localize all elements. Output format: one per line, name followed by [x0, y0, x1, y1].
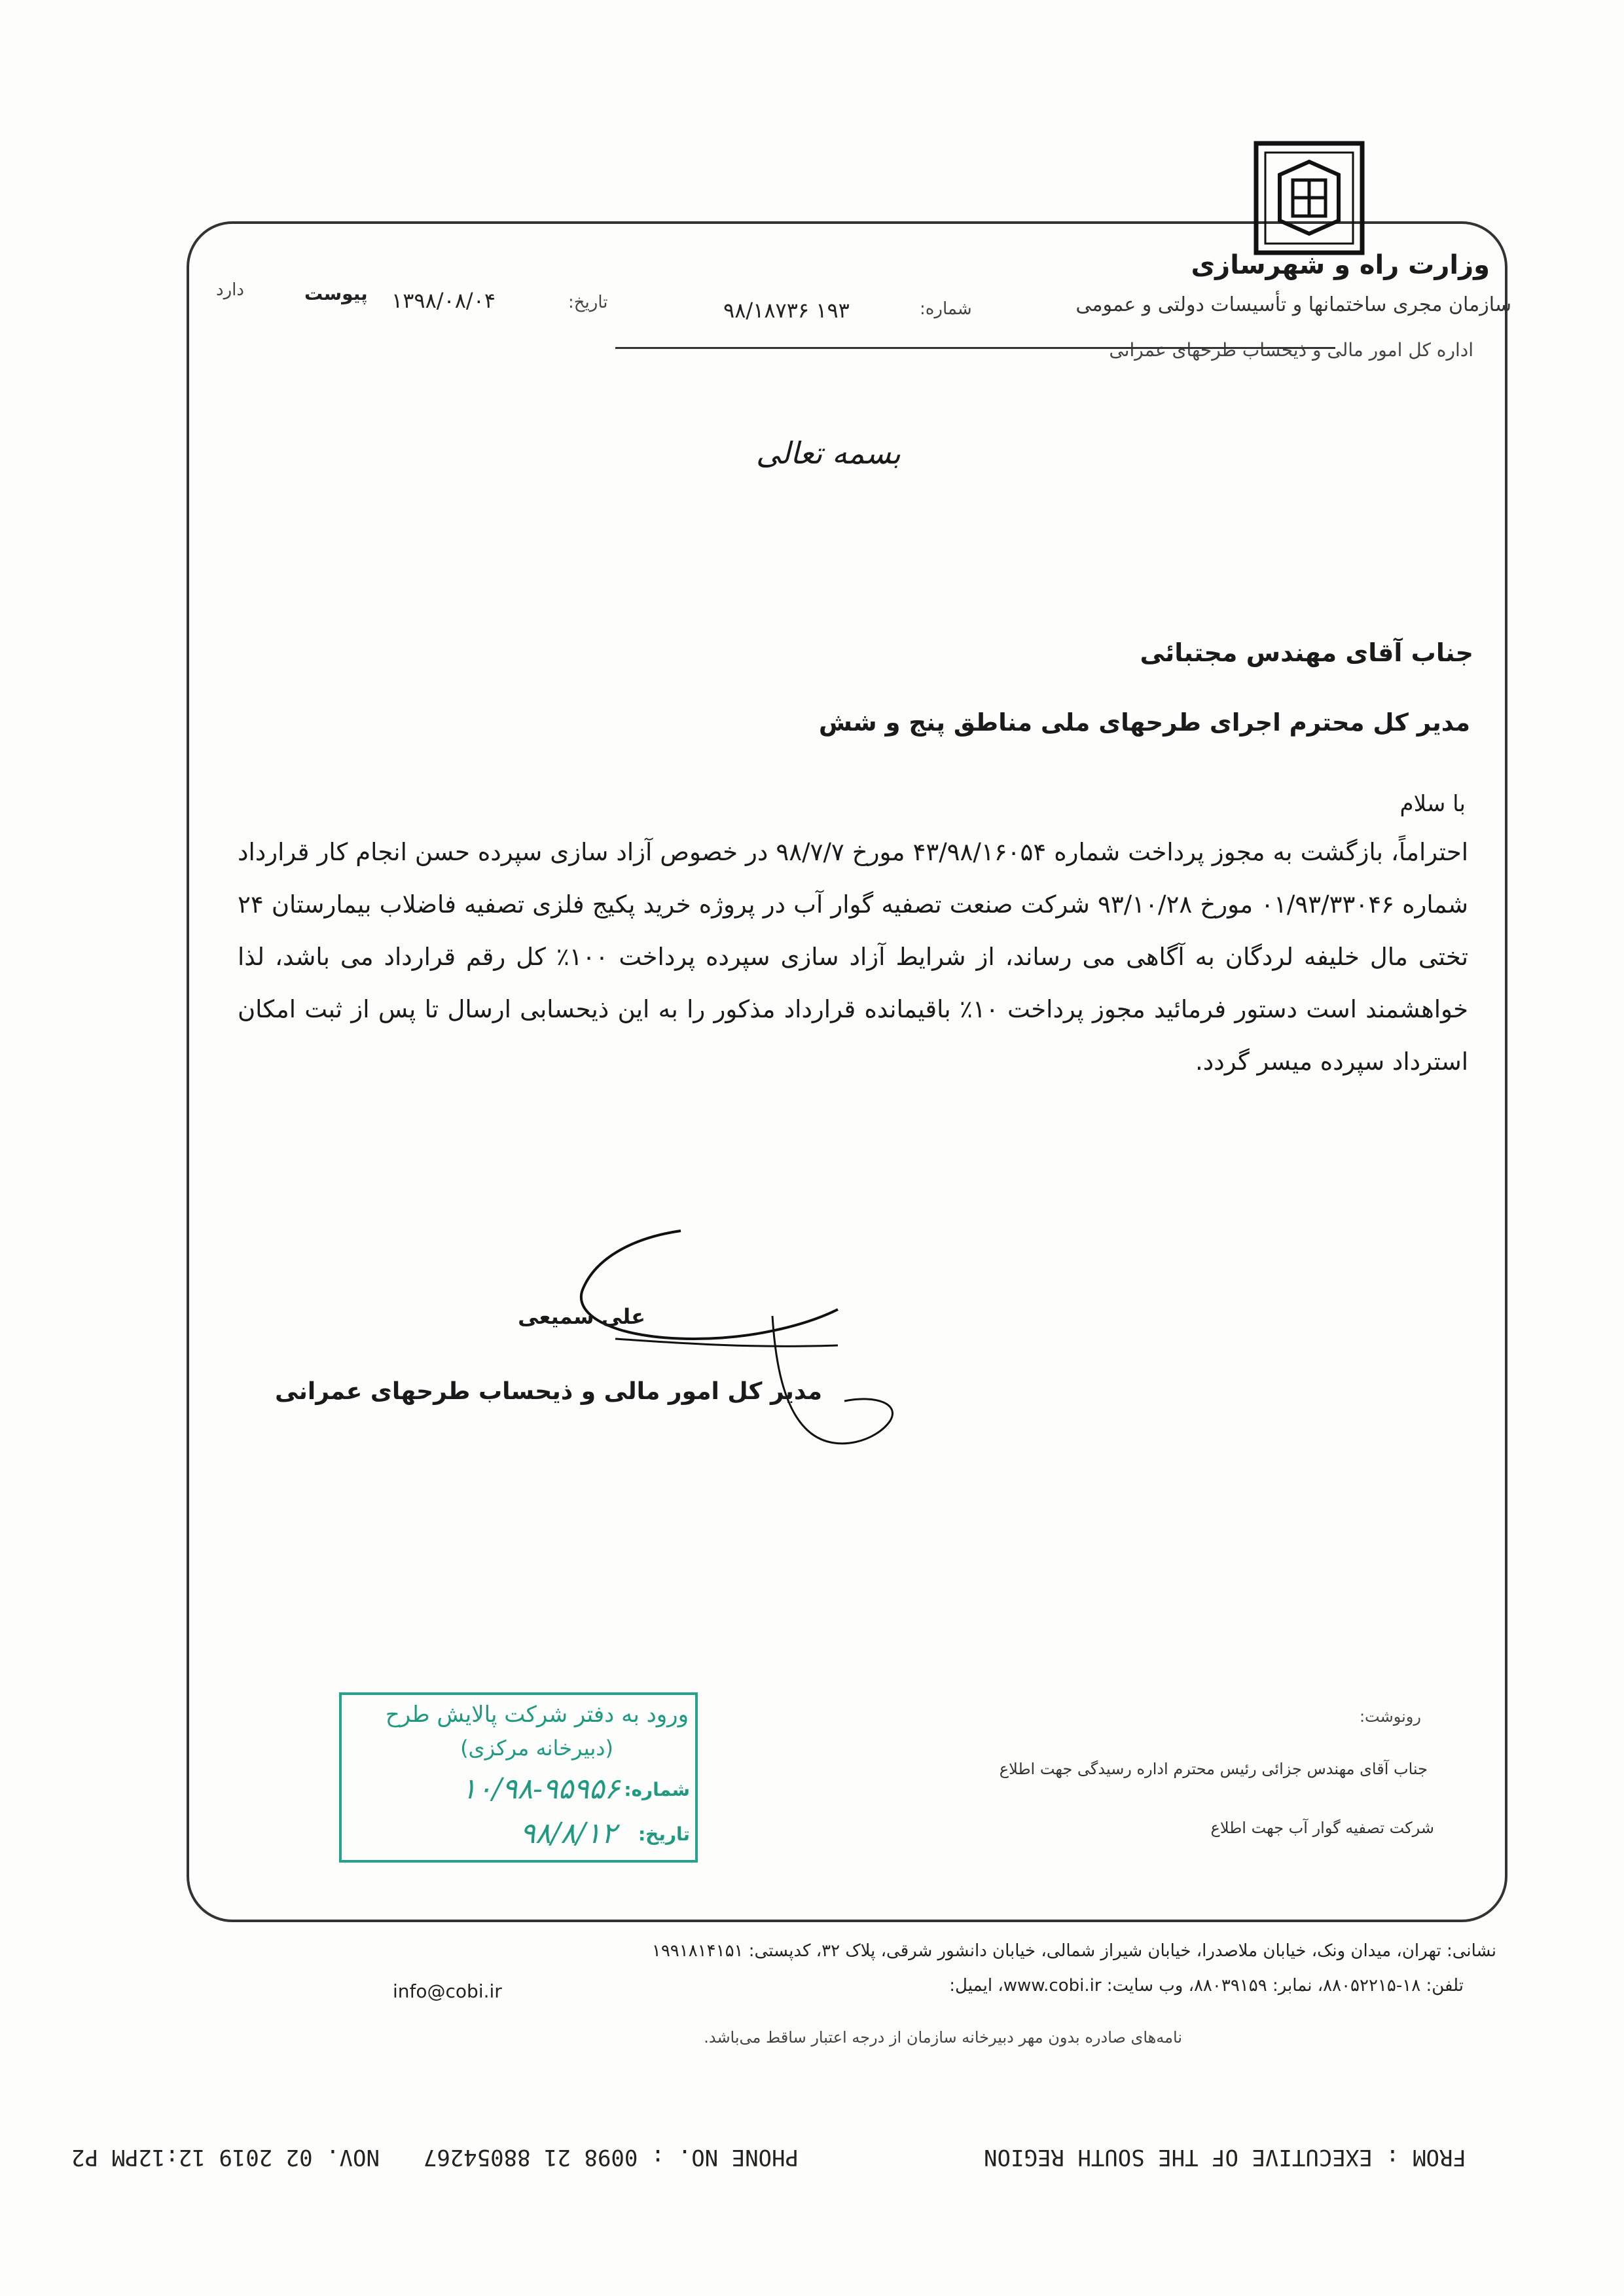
fax-from: FROM : EXECUTIVE OF THE SOUTH REGION: [984, 2144, 1466, 2170]
footer-contact: تلفن: ۱۸-۸۸۰۵۲۲۱۵، نمابر: ۸۸۰۳۹۱۵۹، وب سایت: www.cobi.ir، ایمیل:: [949, 1976, 1464, 1995]
letter-number: ۱۹۳ ۹۸/۱۸۷۳۶: [723, 298, 850, 323]
stamp-line-2: (دبیرخانه مرکزی): [460, 1736, 613, 1760]
signer-name: علی سمیعی: [518, 1304, 645, 1329]
fax-timestamp: NOV. 02 2019 12:12PM P2: [71, 2144, 380, 2170]
footer-email: info@cobi.ir: [393, 1980, 502, 2002]
copies-label: رونوشت:: [1359, 1707, 1421, 1726]
stamp-date: ۹۸/۸/۱۲: [520, 1817, 617, 1850]
letter-date-label: تاریخ:: [568, 293, 608, 312]
letter-date: ۱۳۹۸/۰۸/۰۴: [391, 288, 496, 313]
copy-recipient: شرکت تصفیه گوار آب جهت اطلاع: [1210, 1819, 1434, 1837]
footer-address: نشانی: تهران، میدان ونک، خیابان ملاصدرا، خیابان شیراز شمالی، خیابان دانشور شرقی، پلاک ۳۲، کدپستی: ۱۹۹۱۸۱۴۱۵۱: [651, 1941, 1496, 1961]
fax-header: [26, 2131, 1492, 2170]
organization-name: سازمان مجری ساختمانها و تأسیسات دولتی و عمومی: [1075, 293, 1511, 316]
header-divider: [615, 347, 1335, 349]
registration-stamp: [339, 1692, 698, 1863]
stamp-line-1: ورود به دفتر شرکت پالایش طرح: [385, 1702, 689, 1728]
fax-phone: PHONE NO. : 0098 21 88054267: [423, 2144, 799, 2170]
attachment-label: پیوست: [304, 283, 368, 304]
department-name: اداره کل امور مالی و ذیحساب طرحهای عمرانی: [1109, 339, 1473, 361]
greeting: با سلام: [1399, 791, 1466, 817]
ministry-logo-icon: [1254, 141, 1365, 255]
handwritten-signature-icon: [419, 1218, 916, 1460]
copy-recipient: جناب آقای مهندس جزائی رئیس محترم اداره رسیدگی جهت اطلاع: [999, 1760, 1428, 1778]
letter-body: احتراماً، بازگشت به مجوز پرداخت شماره ۴۳/۹۸/۱۶۰۵۴ مورخ ۹۸/۷/۷ در خصوص آزاد سازی سپرده حسن انجام کار قرارداد شماره ۰۱/۹۳/۳۳۰۴۶ مورخ ۹۳/۱۰/۲۸ شرکت صنعت تصفیه گوار آب در پروژه خرید پکیج فلزی تصفیه فاضلاب بیمارستان ۲۴ تختی مال خلیفه لردگان به آگاهی می رساند، از شرایط آزاد سازی سپرده پرداخت ۱۰۰٪ کل رقم قرارداد می باشد، لذا خواهشمند است دستور فرمائید مجوز پرداخت ۱۰٪ باقیمانده قرارداد مذکور را به این ذیحسابی ارسال تا پس از ثبت امکان استرداد سپرده میسر گردد.: [238, 838, 1469, 1076]
recipient-name: جناب آقای مهندس مجتبائی: [1140, 638, 1473, 667]
basmala: بسمه تعالی: [756, 435, 901, 471]
stamp-number-label: شماره:: [624, 1779, 690, 1800]
attachment-value: دارد: [216, 280, 244, 300]
ministry-name: وزارت راه و شهرسازی: [1191, 250, 1490, 280]
letter-number-label: شماره:: [920, 299, 972, 319]
footer-note: نامه‌های صادره بدون مهر دبیرخانه سازمان از درجه اعتبار ساقط می‌باشد.: [704, 2028, 1182, 2047]
recipient-title: مدیر کل محترم اجرای طرحهای ملی مناطق پنج و شش: [818, 708, 1470, 737]
stamp-date-label: تاریخ:: [638, 1823, 690, 1845]
signer-title: مدیر کل امور مالی و ذیحساب طرحهای عمرانی: [274, 1378, 822, 1405]
stamp-number: ۱۰/۹۸-۹۵۹۵۶: [461, 1772, 620, 1806]
